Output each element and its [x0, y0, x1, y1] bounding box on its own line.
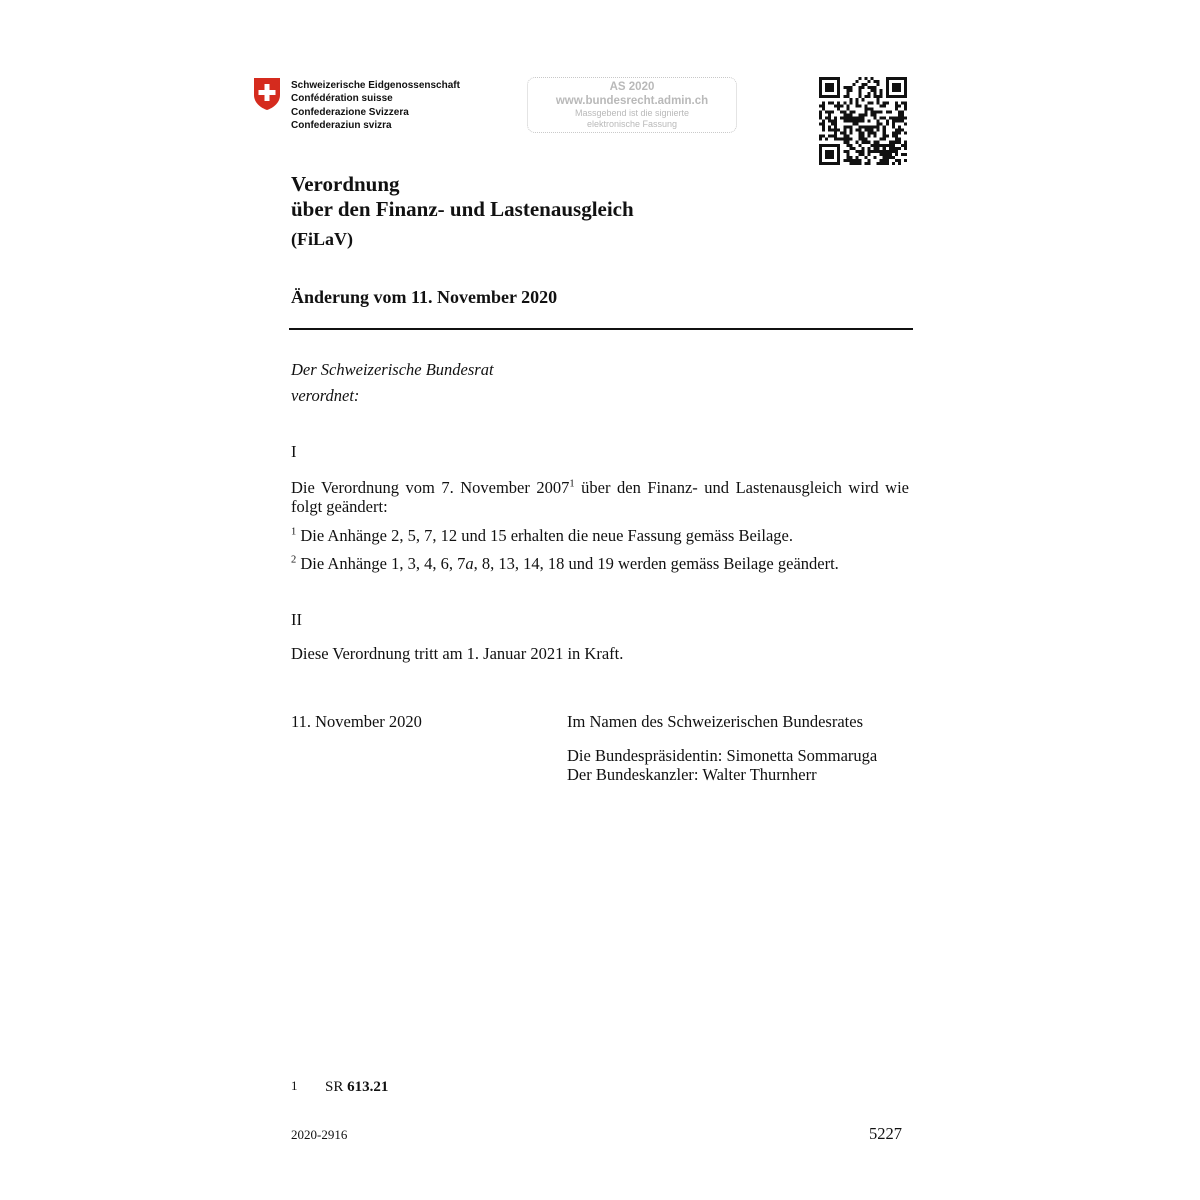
paragraph-2 — [291, 554, 839, 573]
paragraph-number: 2 — [291, 554, 297, 566]
footnote-marker[interactable]: 1 — [569, 478, 575, 490]
qr-code-modules — [819, 77, 907, 165]
footnote-prefix: SR — [325, 1079, 348, 1095]
footnote-reference[interactable]: 613.21 — [347, 1079, 389, 1095]
agency-name-rm: Confederaziun svizra — [291, 119, 392, 131]
title-line-1: Verordnung — [291, 172, 400, 196]
page-number: 5227 — [869, 1124, 902, 1143]
paragraph-amendment-intro — [291, 478, 909, 516]
paragraph-2-text-b: , 8, 13, 14, 18 und 19 werden gemäss Beilage geändert. — [473, 554, 839, 573]
signature-chancellor: Der Bundeskanzler: Walter Thurnherr — [567, 765, 817, 784]
document-id: 2020-2916 — [291, 1127, 348, 1142]
official-stamp — [527, 77, 737, 133]
signature-date: 11. November 2020 — [291, 712, 422, 731]
stamp-note-1: Massgebend ist die signierte — [574, 108, 690, 118]
swiss-cross-icon — [252, 77, 282, 111]
title-divider — [289, 328, 913, 330]
agency-name — [291, 79, 460, 132]
document-title — [291, 172, 634, 222]
qr-code-icon — [819, 77, 907, 165]
issuer: Der Schweizerische Bundesrat — [291, 360, 494, 379]
signature-heading: Im Namen des Schweizerischen Bundesrates — [567, 712, 863, 731]
section-heading-2: II — [291, 610, 302, 629]
footnote-text — [325, 1079, 388, 1096]
decree-verb: verordnet: — [291, 386, 360, 405]
agency-name-fr: Confédération suisse — [291, 93, 393, 105]
paragraph-2-text-a: Die Anhänge 1, 3, 4, 6, 7 — [296, 554, 466, 573]
signature-president: Die Bundespräsidentin: Simonetta Sommaruga — [567, 746, 878, 765]
paragraph-1-text: Die Anhänge 2, 5, 7, 12 und 15 erhalten die neue Fassung gemäss Beilage. — [296, 526, 793, 545]
paragraph-number: 1 — [291, 526, 297, 538]
stamp-series: AS 2020 — [609, 81, 655, 93]
title-abbreviation: (FiLaV) — [291, 229, 353, 249]
para1-text-a: Die Verordnung vom 7. November 2007 — [291, 478, 570, 497]
stamp-url[interactable]: www.bundesrecht.admin.ch — [555, 95, 709, 107]
para1-text-b: über den Finanz- und Lastenausgleich wird wie folgt geändert: — [291, 478, 909, 516]
footnote-number: 1 — [291, 1078, 298, 1093]
agency-name-de: Schweizerische Eidgenossenschaft — [291, 80, 460, 91]
paragraph-entry-into-force: Diese Verordnung tritt am 1. Januar 2021 in Kraft. — [291, 644, 624, 663]
title-line-2: über den Finanz- und Lastenausgleich — [291, 197, 634, 221]
section-heading-1: I — [291, 442, 297, 461]
agency-name-it: Confederazione Svizzera — [291, 106, 409, 118]
stamp-note-2: elektronische Fassung — [586, 119, 678, 129]
paragraph-2-italic: a — [465, 554, 474, 573]
amendment-date: Änderung vom 11. November 2020 — [291, 287, 558, 307]
paragraph-1 — [291, 526, 793, 545]
